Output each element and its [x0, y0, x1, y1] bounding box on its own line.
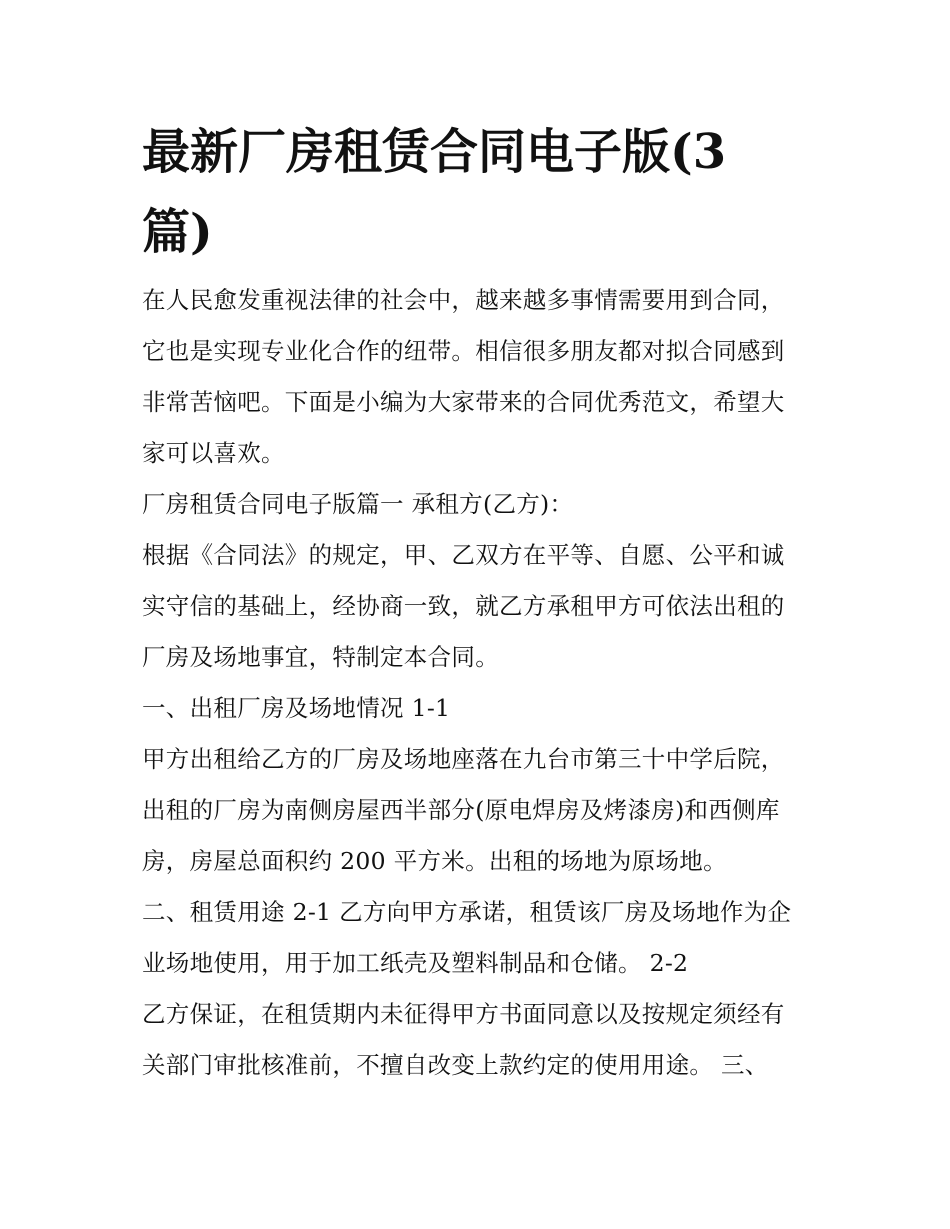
body-text-line: 二、租赁用途 2-1 乙方向甲方承诺，租赁该厂房及场地作为企 [142, 898, 792, 926]
body-text-line: 厂房及场地事宜，特制定本合同。 [142, 643, 499, 671]
body-text-line: 出租的厂房为南侧房屋西半部分(原电焊房及烤漆房)和西侧库 [142, 796, 780, 824]
body-text-line: 家可以喜欢。 [142, 439, 285, 467]
body-text-line: 在人民愈发重视法律的社会中，越来越多事情需要用到合同， [142, 286, 785, 314]
body-text-line: 一、出租厂房及场地情况 1-1 [142, 694, 451, 722]
body-text-line: 非常苦恼吧。下面是小编为大家带来的合同优秀范文，希望大 [142, 388, 785, 416]
body-text-line: 实守信的基础上，经协商一致，就乙方承租甲方可依法出租的 [142, 592, 785, 620]
body-text-line: 根据《合同法》的规定，甲、乙双方在平等、自愿、公平和诚 [142, 541, 785, 569]
body-text-line: 业场地使用，用于加工纸壳及塑料制品和仓储。 2-2 [142, 949, 689, 977]
body-text-line: 关部门审批核准前，不擅自改变上款约定的使用用途。 三、 [142, 1051, 769, 1079]
body-text-line: 甲方出租给乙方的厂房及场地座落在九台市第三十中学后院， [142, 745, 785, 773]
document-title [142, 112, 822, 272]
body-text-line: 乙方保证，在租赁期内未征得甲方书面同意以及按规定须经有 [142, 1000, 785, 1028]
title-line: 篇) [142, 204, 213, 260]
title-line: 最新厂房租赁合同电子版(3 [142, 124, 727, 180]
body-text-line: 厂房租赁合同电子版篇一 承租方(乙方)： [142, 490, 574, 518]
body-text-line: 它也是实现专业化合作的纽带。相信很多朋友都对拟合同感到 [142, 337, 785, 365]
document-body [142, 275, 822, 1091]
body-text-line: 房，房屋总面积约 200 平方米。出租的场地为原场地。 [142, 847, 727, 875]
